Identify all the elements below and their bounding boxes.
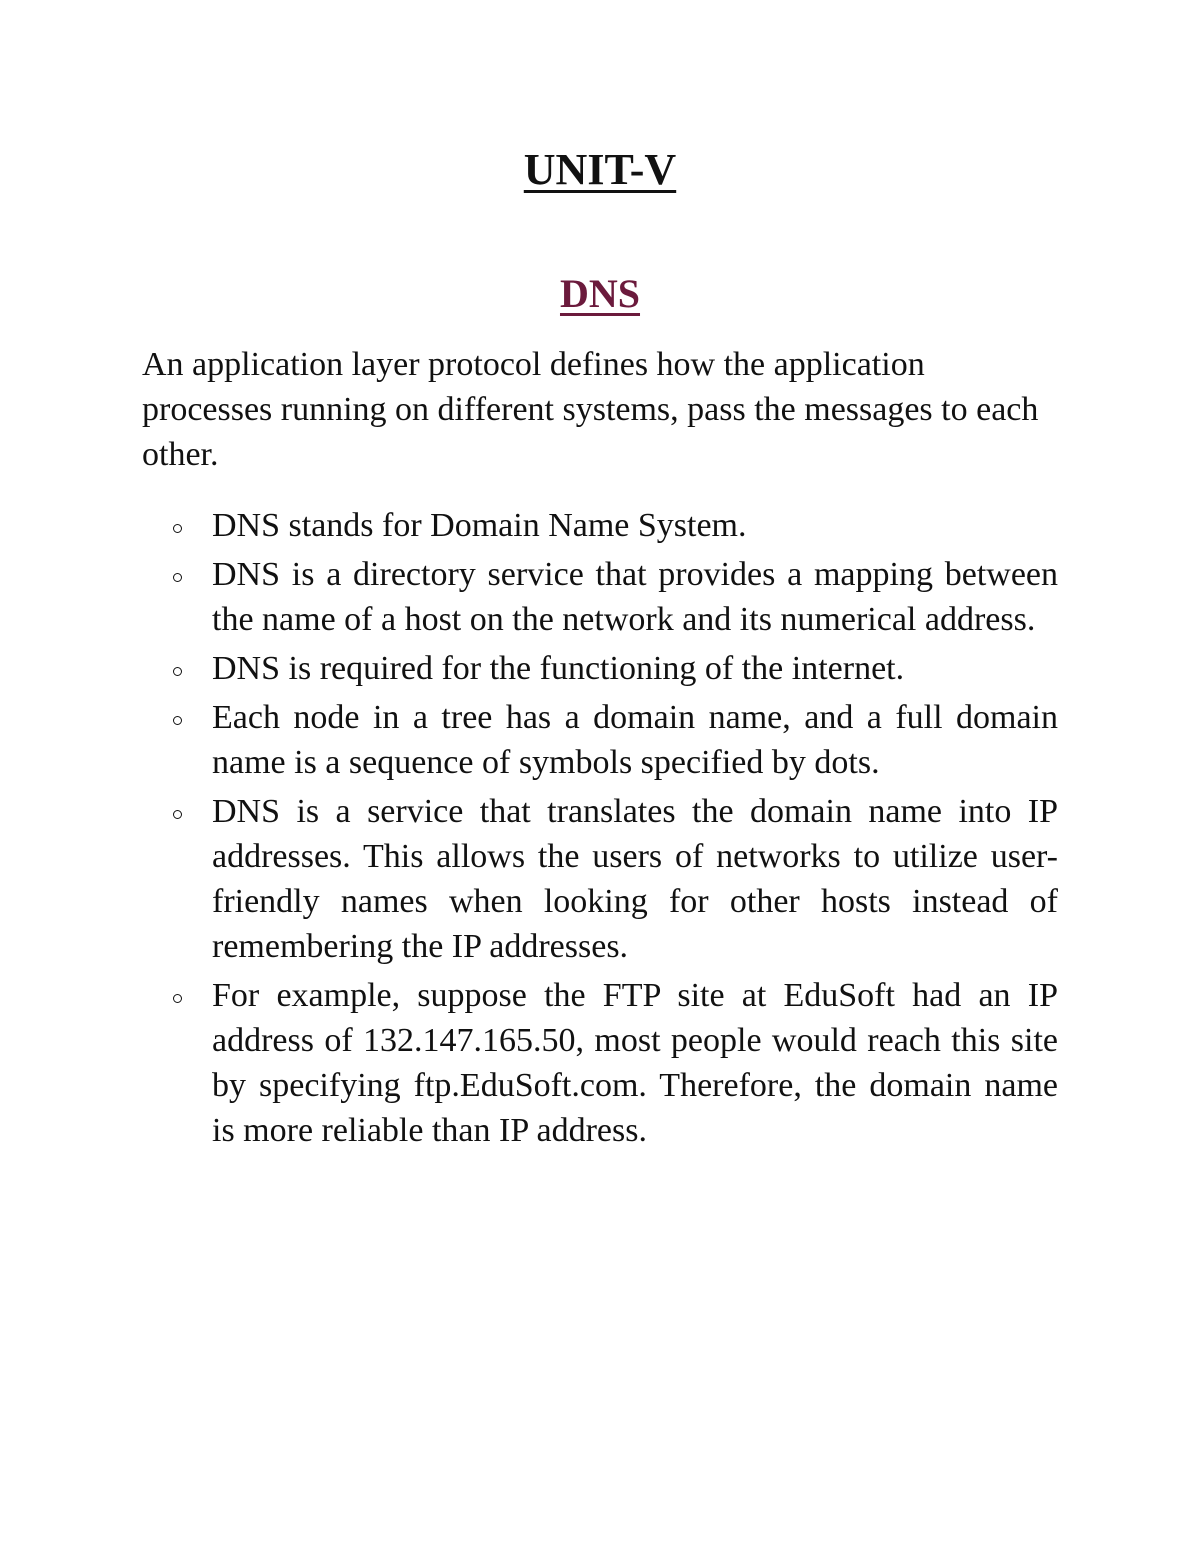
hollow-circle-bullet-icon: [173, 667, 182, 676]
intro-paragraph: An application layer protocol defines how the application processes running on different systems, pass the messages to each other.: [142, 346, 1039, 473]
unit-title-text: UNIT-V: [523, 145, 677, 194]
list-item-text: DNS is a directory service that provides a mapping between the name of a host on the network and its numerical address.: [212, 556, 1058, 638]
list-item: [142, 973, 1058, 1153]
list-item: [142, 552, 1058, 642]
hollow-circle-bullet-icon: [173, 810, 182, 819]
list-item-text: DNS is a service that translates the domain name into IP addresses. This allows the users of networks to utilize user-friendly names when looking for other hosts instead of remembering the IP addresses.: [212, 793, 1058, 965]
hollow-circle-bullet-icon: [173, 573, 182, 582]
list-item: [142, 503, 1058, 548]
hollow-circle-bullet-icon: [173, 994, 182, 1003]
list-item-text: DNS stands for Domain Name System.: [212, 507, 747, 544]
hollow-circle-bullet-icon: [173, 524, 182, 533]
hollow-circle-bullet-icon: [173, 716, 182, 725]
unit-title: [0, 140, 1200, 200]
list-item: [142, 695, 1058, 785]
section-title: [0, 266, 1200, 322]
bullet-list: [142, 503, 1058, 1157]
list-item-text: DNS is required for the functioning of the internet.: [212, 650, 905, 687]
list-item-text: For example, suppose the FTP site at EduSoft had an IP address of 132.147.165.50, most people would reach this site by specifying ftp.EduSoft.com. Therefore, the domain name is more reliable than IP address.: [212, 977, 1058, 1149]
list-item: [142, 646, 1058, 691]
list-item: [142, 789, 1058, 969]
list-item-text: Each node in a tree has a domain name, and a full domain name is a sequence of symbols specified by dots.: [212, 699, 1058, 781]
section-title-text: DNS: [559, 271, 641, 316]
